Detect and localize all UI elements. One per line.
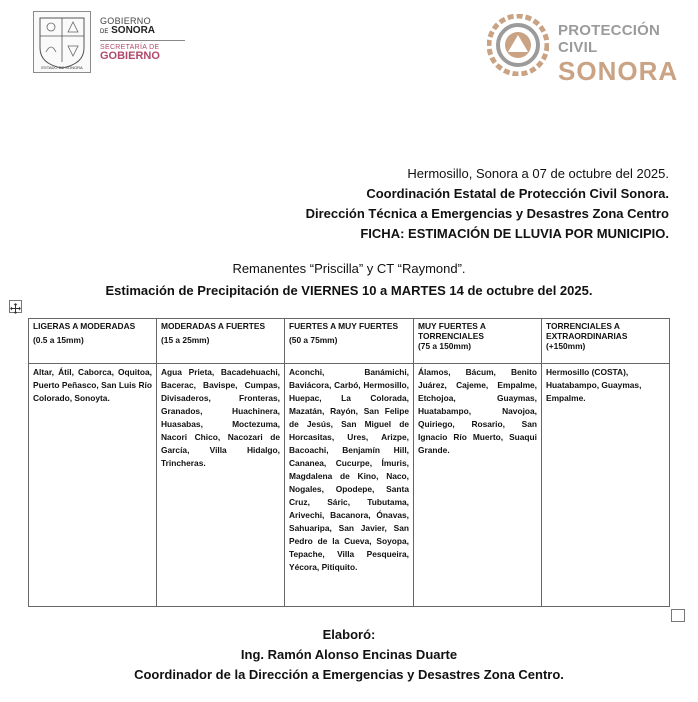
- organization-line-2: Dirección Técnica a Emergencias y Desastres Zona Centro: [305, 206, 669, 221]
- letterhead: [0, 0, 698, 86]
- column-name: MODERADAS A FUERTES: [161, 321, 266, 331]
- author-name: Ing. Ramón Alonso Encinas Duarte: [240, 647, 458, 662]
- municipality-cell: Agua Prieta, Bacadehuachi, Bacerac, Bavispe, Cumpas, Divisaderos, Fronteras, Granados, Huachinera, Huasabas, Moctezuma, Nacori Chico, Nacozari de García, Villa Hidalgo, Trincheras.: [157, 364, 285, 607]
- column-header: [29, 319, 157, 364]
- precipitation-table: [28, 318, 670, 607]
- column-range: (15 a 25mm): [161, 335, 210, 345]
- ficha-title: FICHA: ESTIMACIÓN DE LLUVIA POR MUNICIPIO.: [360, 226, 669, 241]
- table-row: [29, 364, 670, 607]
- storm-subtitle: Remanentes “Priscilla” y CT “Raymond”.: [232, 261, 466, 276]
- column-header: [414, 319, 542, 364]
- place-date: Hermosillo, Sonora a 07 de octubre del 2025.: [407, 166, 669, 181]
- proteccion-civil-wordmark: [558, 22, 698, 84]
- gov-label: GOBIERNO: [100, 16, 151, 26]
- column-name: FUERTES A MUY FUERTES: [289, 321, 399, 331]
- gov-state-label: [100, 26, 185, 37]
- pc-state: SONORA: [558, 56, 679, 86]
- column-range: (50 a 75mm): [289, 335, 338, 345]
- signature-block: [0, 625, 698, 685]
- gov-de-label: DE: [100, 29, 109, 36]
- letter-heading: [306, 164, 669, 244]
- gov-divider: [100, 40, 185, 41]
- seal-caption: ESTADO DE SONORA: [41, 65, 83, 70]
- elaboro-label: Elaboró:: [322, 627, 376, 642]
- table-resize-handle[interactable]: [671, 609, 685, 622]
- municipality-cell: Aconchi, Banámichi, Baviácora, Carbó, Hermosillo, Huepac, La Colorada, Mazatán, Rayón, San Felipe de Jesús, San Miguel de Horcasitas, Ures, Arizpe, Bacoachi, Benjamín Hill, Cananea, Cucurpe, Ímuris, Magdalena de Kino, Naco, Nogales, Opodepe, Santa Cruz, Sáric, Tubutama, Arivechi, Bacanora, Ónavas, Sahuaripa, San Javier, San Pedro de la Cueva, Soyopa, Tepache, Villa Pesqueira, Yécora, Pitiquito.: [285, 364, 414, 607]
- column-range: (0.5 a 15mm): [33, 335, 84, 345]
- column-name: MUY FUERTES A TORRENCIALES: [418, 321, 486, 341]
- column-range: (+150mm): [546, 341, 586, 351]
- author-role: Coordinador de la Dirección a Emergencias y Desastres Zona Centro.: [134, 667, 564, 682]
- table-header-row: [29, 319, 670, 364]
- column-range: (75 a 150mm): [418, 341, 472, 351]
- gov-state-name: SONORA: [111, 25, 156, 37]
- table-move-handle-icon[interactable]: [9, 300, 22, 313]
- column-header: [285, 319, 414, 364]
- municipality-cell: Hermosillo (COSTA), Huatabampo, Guaymas, Empalme.: [542, 364, 670, 607]
- municipality-cell: Altar, Átil, Caborca, Oquitoa, Puerto Peñasco, San Luis Río Colorado, Sonoyta.: [29, 364, 157, 607]
- gobierno-sonora-logo: [100, 17, 185, 63]
- column-header: [542, 319, 670, 364]
- column-name: TORRENCIALES A EXTRAORDINARIAS: [546, 321, 628, 341]
- proteccion-civil-emblem-icon: [487, 14, 549, 76]
- column-header: [157, 319, 285, 364]
- state-seal-icon: [33, 11, 91, 73]
- organization-line-1: Coordinación Estatal de Protección Civil Sonora.: [366, 186, 669, 201]
- secretaria-label: SECRETARÍA DE: [100, 43, 160, 51]
- municipality-cell: Álamos, Bácum, Benito Juárez, Cajeme, Empalme, Etchojoa, Guaymas, Huatabampo, Navojoa, Quiriego, Rosario, San Ignacio Río Muerto, Suaqui Grande.: [414, 364, 542, 607]
- secretaria-name: GOBIERNO: [100, 50, 160, 63]
- pc-title: PROTECCIÓN CIVIL: [558, 22, 661, 56]
- column-name: LIGERAS A MODERADAS: [33, 321, 136, 331]
- estimate-title: Estimación de Precipitación de VIERNES 10 a MARTES 14 de octubre del 2025.: [105, 283, 593, 298]
